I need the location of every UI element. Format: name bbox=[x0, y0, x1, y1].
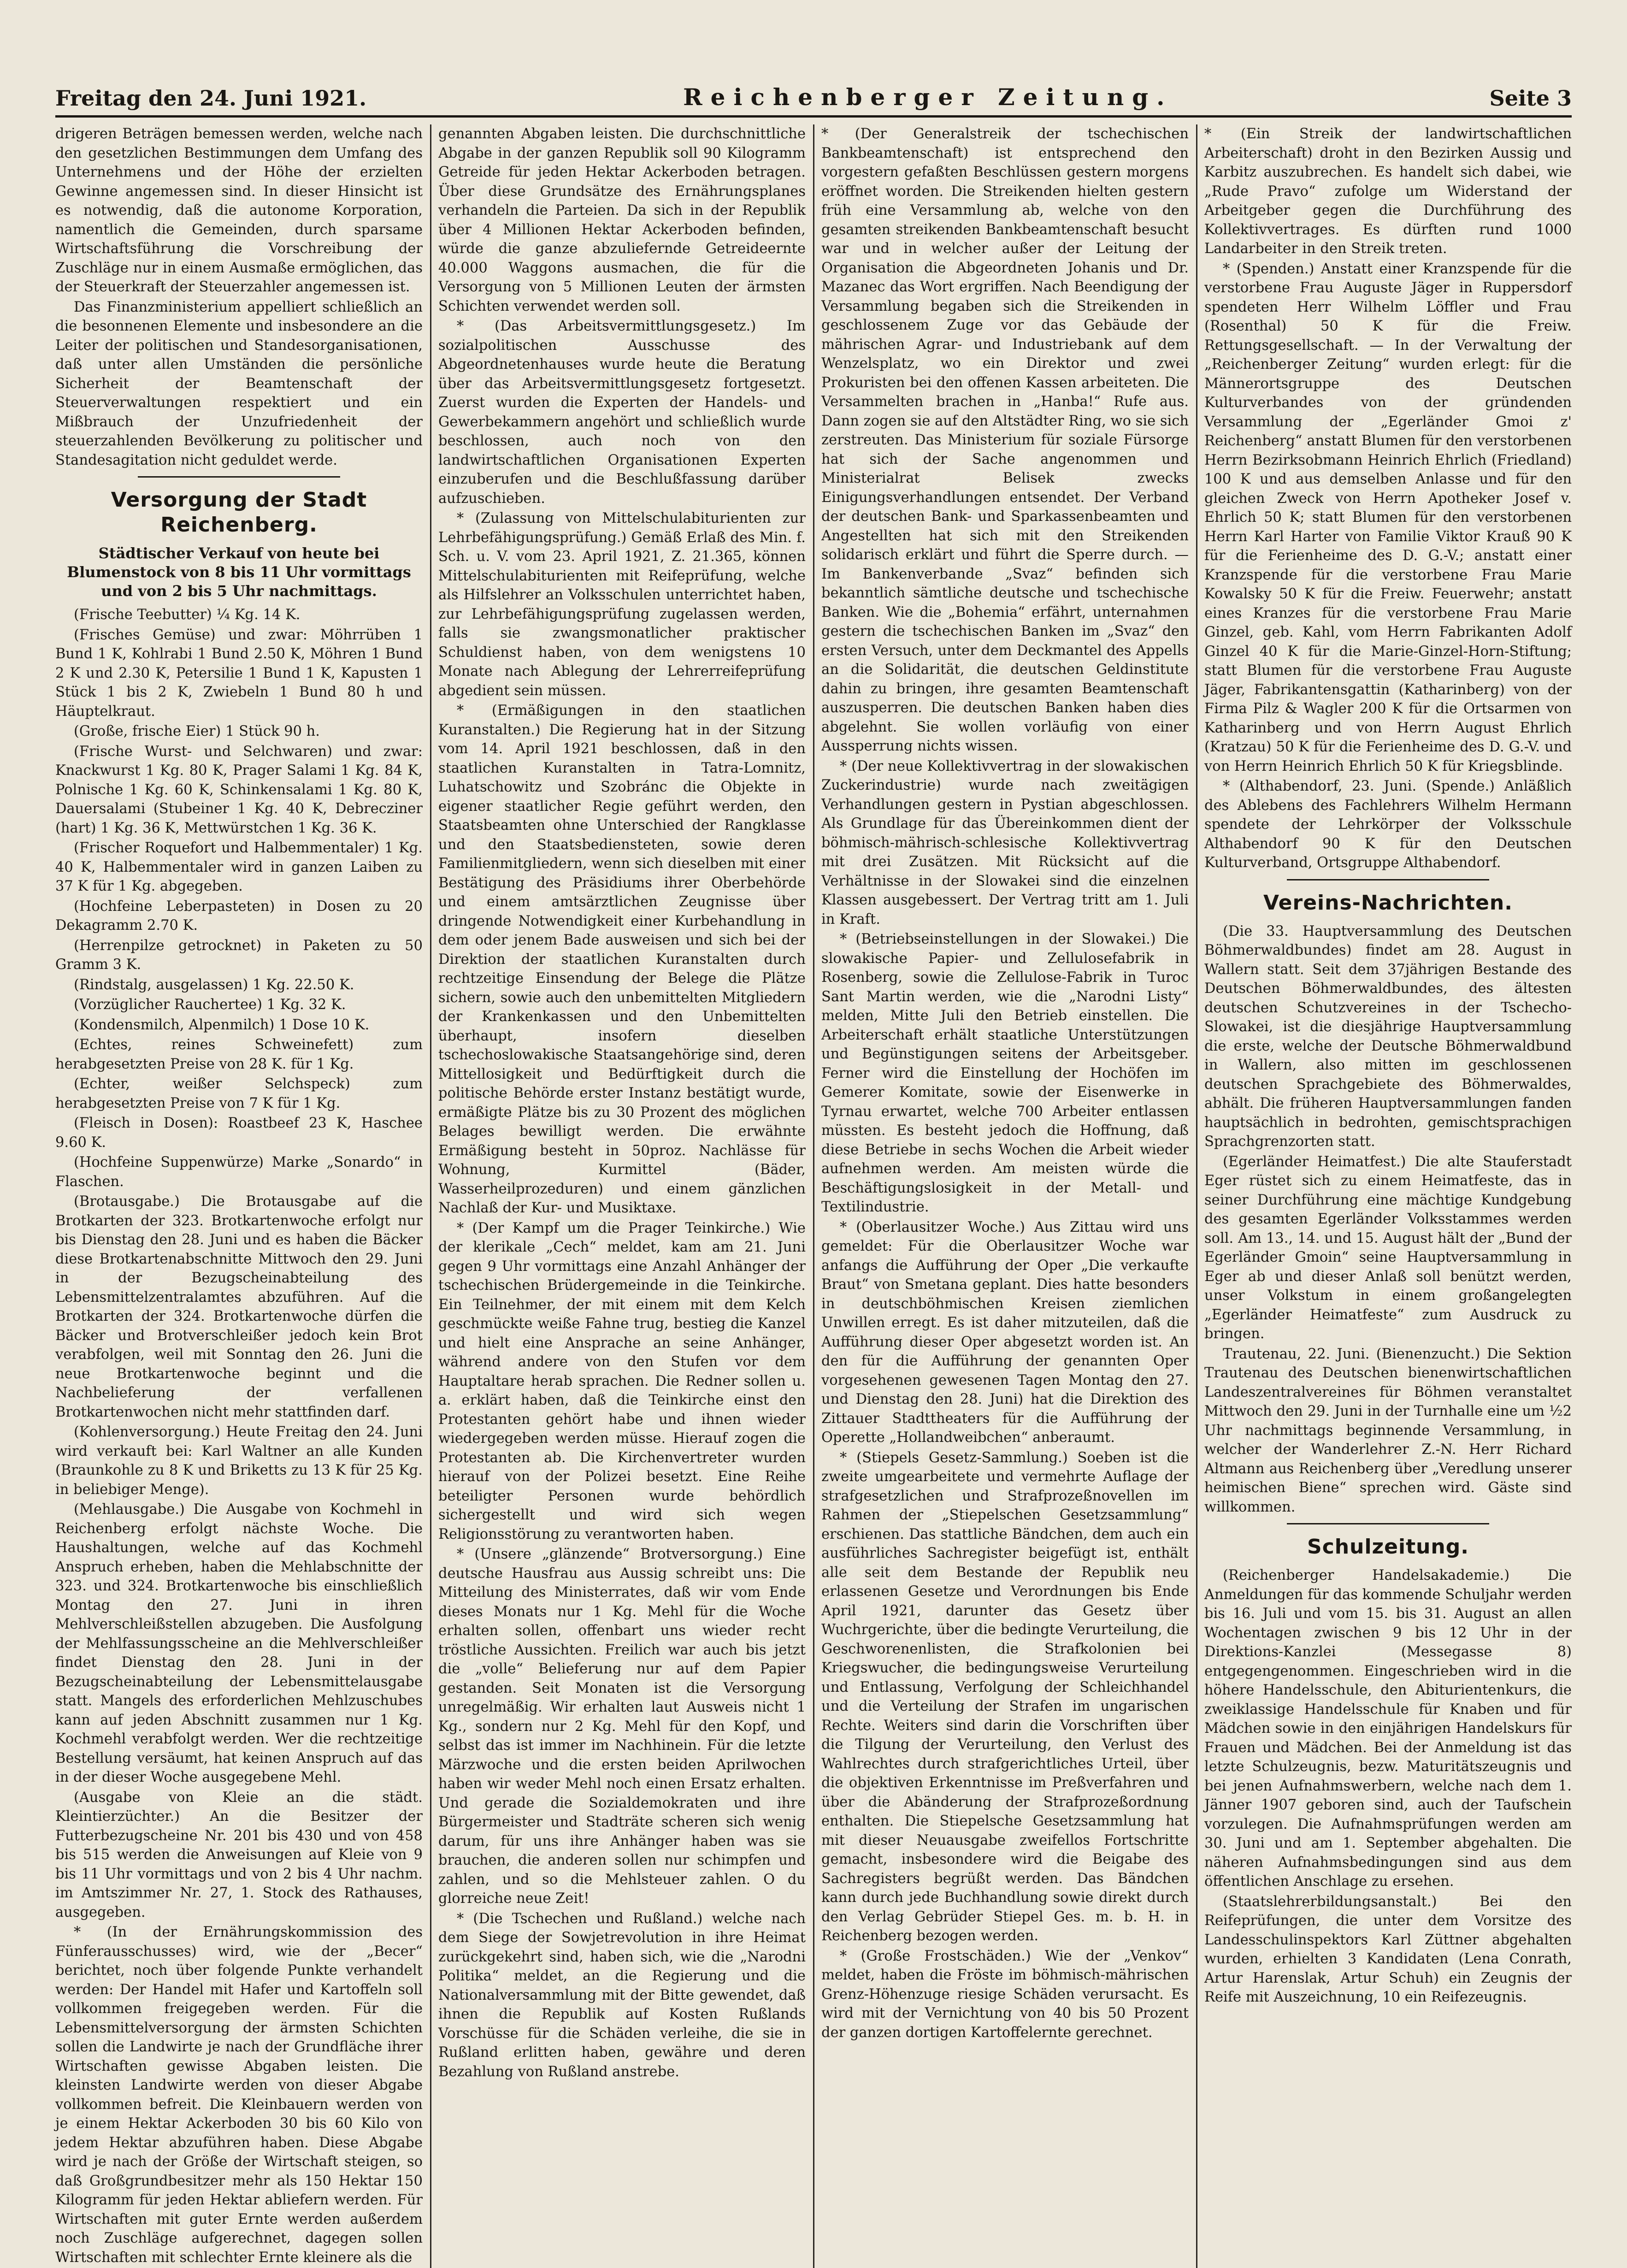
list-item: (Kondensmilch, Alpenmilch) 1 Dose 10 K. bbox=[74, 1016, 370, 1033]
list-item: (Rindstalg, ausgelassen) 1 Kg. 22.50 K. bbox=[74, 976, 354, 993]
article-lehrerbildungsanstalt: (Staatslehrerbildungsanstalt.) Bei den Reifeprüfungen, die unter dem Vorsitze des Landesschulinspektors Karl Züttner abgehalten wurden, erhielten 3 Kandidaten (Lena Conrath, Artur Harenslak, Artur Schuh) ein Zeugnis der Reife mit Auszeichnung, 10 ein Reifezeugnis. bbox=[1204, 1893, 1572, 2005]
list-item: (Herrenpilze getrocknet) in Paketen zu 50 Gramm 3 K. bbox=[55, 937, 423, 973]
masthead bbox=[55, 78, 1572, 111]
article-mehlausgabe: (Mehlausgabe.) Die Ausgabe von Kochmehl in Reichenberg erfolgt nächste Woche. Die Haushaltungen, welche auf das Kochmehl Anspruch erheben, haben die Mehlabschnitte der 323. und 324. Brotkartenwoche bis einschließlich Montag den 27. Juni in ihren Mehlverschleißstellen abzugeben. Die Ausfolgung der Mehlfassungsscheine an die Mehlverschleißer findet Dienstag den 28. Juni in der Bezugscheinabteilung der Lebensmittelausgabe statt. Mangels des erforderlichen Mehlzuschubes kann auf jeden Abschnitt zusammen nur 1 Kg. Kochmehl verabfolgt werden. Wer die rechtzeitige Bestellung versäumt, hat keinen Anspruch auf das in der dieser Woche ausgegebene Mehl. bbox=[55, 1501, 423, 1785]
article-althabendorf: * (Althabendorf, 23. Juni. (Spende.) Anläßlich des Ablebens des Fachlehrers Wilhelm Hermann spendete der Lehrkörper der Volksschule Althabendorf 90 K für den Deutschen Kulturverband, Ortsgruppe Althabendorf. bbox=[1204, 778, 1572, 871]
page-number: Seite 3 bbox=[1489, 86, 1572, 111]
article-ernaehrungskommission: * (In der Ernährungskommission des Fünferausschusses) wird, wie der „Becer“ berichtet, noch über folgende Punkte verhandelt werden: Der Handel mit Hafer und Kartoffeln soll vollkommen freigegeben werden. Für die Lebensmittelversorgung der ärmsten Schichten sollen die Landwirte je nach der Grundfläche ihrer Wirtschaften gewisse Abgaben leisten. Die kleinsten Landwirte werden von dieser Abgabe vollkommen befreit. Die Kleinbauern werden von je einem Hektar Ackerboden 30 bis 60 Kilo von jedem Hektar abzuführen haben. Diese Abgabe wird je nach der Größe der Wirtschaft steigen, so daß Großgrundbesitzer mehr als 150 Hektar 150 Kilogramm für jeden Hektar abliefern werden. Für Wirtschaften mit guter Ernte werden außerdem noch Zuschläge aufgerechnet, dagegen sollen Wirtschaften mit schlechter Ernte kleinere als die bbox=[55, 1924, 423, 2266]
section-divider bbox=[138, 476, 340, 478]
article-bankstreik: * (Der Generalstreik der tschechischen Bankbeamtenschaft) ist entsprechend den vorgestern gefaßten Beschlüssen gestern morgens eröffnet worden. Die Streikenden hielten gestern früh eine Versammlung ab, welche von den gesamten streikenden Bankbeamtenschaft besucht war und in welcher außer der Leitung der Organisation die Abgeordneten Johanis und Dr. Mazanec das Wort ergriffen. Nach Beendigung der Versammlung begaben sich die Streikenden in geschlossenem Zuge vor das Gebäude der mährischen Agrar- und Industriebank auf dem Wenzelsplatz, wo ein Direktor und zwei Prokuristen bei den offenen Kassen arbeiteten. Die Versammelten brachen in „Hanba!“ Rufe aus. Dann zogen sie auf den Altstädter Ring, wo sie sich zerstreuten. Das Ministerium für soziale Fürsorge hat sich der Sache angenommen und Ministerialrat Belisek zwecks Einigungsverhandlungen entsendet. Der Verband der deutschen Bank- und Sparkassenbeamten und Angestellten hat sich mit den Streikenden solidarisch erklärt und führt die Sperre durch. — Im Bankenverbande „Svaz“ befinden sich bekanntlich sämtliche deutsche und tschechische Banken. Wie die „Bohemia“ erfährt, unternahmen gestern die tschechischen Banken im „Svaz“ den ersten Versuch, unter dem Deckmantel des Appells an die Solidarität, die deutschen Geldinstitute dahin zu bringen, ihre gesamten Beamtenschaft auszusperren. Die deutschen Banken haben dies abgelehnt. Sie wollen vorläufig von einer Aussperrung nichts wissen. bbox=[821, 126, 1189, 754]
article-boehmerwaldbund: (Die 33. Hauptversammlung des Deutschen Böhmerwaldbundes) findet am 28. August in Wallern statt. Seit dem 37jährigen Bestande des Deutschen Böhmerwaldbundes, des ältesten deutschen Schutzvereines in der Tschecho-Slowakei, ist die diesjährige Hauptversammlung die erste, welche der Deutsche Böhmerwaldbund in Wallern, also mitten im geschlossenen deutschen Sprachgebiete des Böhmerwaldes, abhält. Die früheren Hauptversammlungen fanden hauptsächlich in bedrohten, gemischtsprachigen Sprachgrenzorten statt. bbox=[1204, 923, 1572, 1150]
article-mittelschulabiturienten: * (Zulassung von Mittelschulabiturienten zur Lehrbefähigungsprüfung.) Gemäß Erlaß des Min. f. Sch. u. V. vom 23. April 1921, Z. 21.365, können Mittelschulabiturienten mit Reifeprüfung, welche als Hilfslehrer an Volksschulen unterrichtet haben, zur Lehrbefähigungsprüfung zugelassen werden, falls sie zwangsmonatlicher praktischer Schuldienst haben, von dem wenigstens 10 Monate nach Ablegung der Lehrerreifeprüfung abgedient sein müssen. bbox=[438, 510, 806, 699]
section-heading-vereins-nachrichten: Vereins-Nachrichten. bbox=[1263, 891, 1513, 915]
article-arbeitsvermittlung: * (Das Arbeitsvermittlungsgesetz.) Im sozialpolitischen Ausschusse des Abgeordnetenhauses wurde heute die Beratung über das Arbeitsvermittlungsgesetz fortgesetzt. Zuerst wurden die Experten der Handels- und Gewerbekammern angehört und schließlich wurde beschlossen, auch noch von den landwirtschaftlichen Organisationen Experten einzuberufen und die Beschlußfassung darüber aufzuschieben. bbox=[438, 318, 806, 507]
article-betriebseinstellungen: * (Betriebseinstellungen in der Slowakei.) Die slowakische Papier- und Zellulosefabrik in Rosenberg, sowie die Zellulose-Fabrik in Turoc Sant Martin werden, wie die „Narodni Listy“ melden, Mitte Juli den Betrieb einstellen. Die Arbeiterschaft erhält staatliche Unterstützungen und Begünstigungen seitens der Arbeitsgeber. Ferner wird die Einstellung der Hochöfen im Gemerer Komitate, sowie der Eisenwerke in Tyrnau erwartet, welche 700 Arbeiter entlassen müssten. Es besteht jedoch die Hoffnung, daß diese Betriebe in sechs Wochen die Arbeit wieder aufnehmen werden. Am meisten würde die Beschäftigungslosigkeit in der Metall- und Textilindustrie. bbox=[821, 931, 1189, 1215]
list-item: (Frische Teebutter) ¼ Kg. 14 K. bbox=[74, 607, 301, 623]
article-kollektivvertrag: * (Der neue Kollektivvertrag in der slowakischen Zuckerindustrie) wurde nach zweitägigen Verhandlungen gestern in Pystian abgeschlossen. Als Grundlage für das Übereinkommen dient der böhmisch-mährisch-schlesische Kollektivvertrag mit drei Zusätzen. Mit Rücksicht auf die Verhältnisse in der Slowakei sind die einzelnen Klassen ausgebessert. Der Vertrag tritt am 1. Juli in Kraft. bbox=[821, 758, 1189, 927]
column-1 bbox=[55, 124, 423, 2268]
article-tschechen-russland: * (Die Tschechen und Rußland.) welche nach dem Siege der Sowjetrevolution in ihre Heimat zurückgekehrt sind, haben sich, wie die „Narodni Politika“ meldet, an die Regierung und die Nationalversammlung mit der Bitte gewendet, daß ihnen die Republik auf Kosten Rußlands Vorschüsse für die Schäden verleihe, die sie in Rußland erlitten haben, gewähre und deren Bezahlung von Rußland anstrebe. bbox=[438, 1910, 806, 2080]
list-item: (Echter, weißer Selchspeck) zum herabgesetzten Preise von 7 K für 1 Kg. bbox=[55, 1076, 423, 1111]
article-handelsakademie: (Reichenberger Handelsakademie.) Die Anmeldungen für das kommende Schuljahr werden bis 16. Juli und vom 15. bis 31. August an allen Wochentagen zwischen 9 bis 12 Uhr in der Direktions-Kanzlei (Messegasse 8) entgegengenommen. Eingeschrieben wird in die höhere Handelsschule, den Abiturientenkurs, die zweiklassige Handelsschule für Knaben und für Mädchen sowie in den einjährigen Handelskurs für Frauen und Mädchen. Bei der Anmeldung ist das letzte Schulzeugnis, bezw. Maturitätszeugnis und bei jenen Aufnahmswerbern, welche nach dem 1. Jänner 1907 geboren sind, auch der Taufschein vorzulegen. Die Aufnahmsprüfungen werden am 30. Juni und am 1. September abgehalten. Die näheren Aufnahmsbedingungen sind aus dem öffentlichen Anschlage zu ersehen. bbox=[1204, 1567, 1572, 1890]
list-item: (Echtes, reines Schweinefett) zum herabgesetzten Preise von 28 K. für 1 Kg. bbox=[55, 1037, 423, 1072]
column-2 bbox=[438, 124, 806, 2268]
section-heading-versorgung: Versorgung der Stadt Reichenberg. bbox=[111, 488, 367, 537]
article-bienenzucht: Trautenau, 22. Juni. (Bienenzucht.) Die Sektion Trautenau des Deutschen bienenwirtschaftlichen Landeszentralvereines für Böhmen veranstaltet Mittwoch den 29. Juni in der Turnhalle eine um ½2 Uhr nachmittags beginnende Versammlung, in welcher der Wanderlehrer Z.-N. Herr Richard Altmann aus Reichenberg über „Veredlung unserer heimischen Biene“ sprechen wird. Gäste sind willkommen. bbox=[1204, 1346, 1572, 1515]
issue-date: Freitag den 24. Juni 1921. bbox=[55, 86, 367, 111]
article-teinkirche: * (Der Kampf um die Prager Teinkirche.) Wie der klerikale „Cech“ meldet, kam am 21. Juni gegen 9 Uhr vormittags eine Anzahl Anhänger der tschechischen Brüdergemeinde in die Teinkirche. Ein Teilnehmer, der mit einem mit dem Kelch geschmückte weiße Fahne trug, bestieg die Kanzel und hielt eine Ansprache an seine Anhänger, während andere von den Stufen vor dem Hauptaltare herab sprachen. Die Redner sollen u. a. erklärt haben, daß die Teinkirche einst den Protestanten gehört habe und ihnen wieder wiedergegeben werden müsse. Hierauf zogen die Protestanten ab. Die Kirchenvertreter wurden hierauf von der Polizei besetzt. Eine Reihe beteiligter Personen wurde behördlich sichergestellt und wird sich wegen Religionsstörung zu verantworten haben. bbox=[438, 1220, 806, 1542]
page-columns bbox=[55, 124, 1572, 2266]
column-3 bbox=[821, 124, 1189, 2268]
list-item: (Hochfeine Leberpasteten) in Dosen zu 20 Dekagramm 2.70 K. bbox=[55, 898, 423, 933]
article-landarbeiterstreik: * (Ein Streik der landwirtschaftlichen Arbeiterschaft) droht in den Bezirken Aussig und Karbitz auszubrechen. Es handelt sich dabei, wie „Rude Pravo“ zufolge um Widerstand der Arbeitgeber gegen die Durchführung des Kollektivvertrages. Es dürften rund 1000 Landarbeiter in den Streik treten. bbox=[1204, 126, 1572, 257]
section-divider bbox=[1287, 1523, 1489, 1524]
section-heading-schulzeitung: Schulzeitung. bbox=[1307, 1535, 1469, 1559]
section-subheading-verkauf: Städtischer Verkauf von heute bei Blumenstock von 8 bis 11 Uhr vormittags und von 2 bis 5 Uhr nachmittags. bbox=[67, 544, 411, 600]
section-divider bbox=[1287, 879, 1489, 880]
article-brotausgabe: (Brotausgabe.) Die Brotausgabe auf die Brotkarten der 323. Brotkartenwoche erfolgt nur bis Dienstag den 28. Juni und es haben die Bäcker diese Brotkartenabschnitte Mittwoch den 29. Juni in der Bezugscheinabteilung des Lebensmittelzentralamtes abzuführen. Auf die Brotkarten der 324. Brotkartenwoche dürfen die Bäcker und Brotverschleißer jedoch kein Brot verabfolgen, weil mit Sonntag den 26. Juni die neue Brotkartenwoche beginnt und die Nachbelieferung der verfallenen Brotkartenwochen nicht mehr stattfinden darf. bbox=[55, 1193, 423, 1420]
newspaper-title: Reichenberger Zeitung. bbox=[683, 83, 1173, 111]
article-kleie: (Ausgabe von Kleie an die städt. Kleintierzüchter.) An die Besitzer der Futterbezugscheine Nr. 201 bis 430 und von 458 bis 515 werden die Anweisungen auf Kleie von 9 bis 11 Uhr vormittags und von 2 bis 4 Uhr nachm. im Amtszimmer Nr. 27, 1. Stock des Rathauses, ausgegeben. bbox=[55, 1789, 423, 1920]
article-spenden: * (Spenden.) Anstatt einer Kranzspende für die verstorbene Frau Auguste Jäger in Ruppersdorf spendeten Herr Wilhelm Löffler und Frau (Rosenthal) 50 K für die Freiw. Rettungsgesellschaft. — In der Verwaltung der „Reichenberger Zeitung“ wurden erlegt: für die Männerortsgruppe des Deutschen Kulturverbandes von der gründenden Versammlung der „Egerländer Gmoi z' Reichenberg“ anstatt Blumen für den verstorbenen Herrn Bezirksobmann Heinrich Ehrlich (Friedland) 100 K und aus demselben Anlasse und für den gleichen Zweck von Herrn Apotheker Josef v. Ehrlich 50 K; statt Blumen für den verstorbenen Herrn Karl Harter von Familie Viktor Krauß 90 K für die Ferienheime des D. G.-V.; anstatt einer Kranzspende für die verstorbene Frau Marie Kowalsky 50 K für die Freiw. Feuerwehr; anstatt eines Kranzes für die verstorbene Frau Marie Ginzel, geb. Kahl, vom Herrn Fabrikanten Adolf Ginzel 40 K für die Marie-Ginzel-Horn-Stiftung; statt Blumen für die verstorbene Frau Auguste Jäger, Fabrikantensgattin (Katharinberg) von der Firma Pilz & Wagler 200 K für die Ortsarmen von Katharinberg und von Herrn August Ehrlich (Kratzau) 50 K für die Ferienheime des D. G.-V. und von Herrn Heinrich Ehrlich 50 K für Kriegsblinde. bbox=[1204, 260, 1572, 774]
list-item: (Vorzüglicher Rauchertee) 1 Kg. 32 K. bbox=[74, 997, 346, 1013]
article-brotversorgung: * (Unsere „glänzende“ Brotversorgung.) Eine deutsche Hausfrau aus Aussig schreibt uns: Die Mitteilung des Ministerrates, daß wir vom Ende dieses Monats nur 1 Kg. Mehl für die Woche erhalten sollen, offenbart uns wieder recht tröstliche Aussichten. Freilich war auch bis jetzt die „volle“ Belieferung nur auf dem Papier gestanden. Seit Monaten ist die Versorgung unregelmäßig. Wir erhalten laut Ausweis nicht 1 Kg., sondern nur 2 Kg. Mehl für den Kopf, und selbst das ist immer im Nachhinein. Für die letzte Märzwoche und die ersten beiden Aprilwochen haben wir weder Mehl noch einen Ersatz erhalten. Und gerade die Sozialdemokraten und ihre Bürgermeister und Stadträte scheren sich wenig darum, für uns ihre Anhänger haben was sie brauchen, die anderen sollen nur schimpfen und zahlen, und so die Mehlsteuer zahlen. O du glorreiche neue Zeit! bbox=[438, 1546, 806, 1907]
article-kuranstalten: * (Ermäßigungen in den staatlichen Kuranstalten.) Die Regierung hat in der Sitzung vom 14. April 1921 beschlossen, daß in den staatlichen Kuranstalten in Tatra-Lomnitz, Luhatschowitz und Szobránc die Objekte in eigener staatlicher Regie geführt werden, den Staatsbeamten ohne Unterschied der Rangklasse und den Staatsbediensteten, sowie deren Familienmitgliedern, wenn sich dieselben mit einer Bestätigung des Präsidiums ihrer Oberbehörde und einem amtsärztlichen Zeugnisse über dringende Notwendigkeit einer Kurbehandlung in dem oder jenem Bade ausweisen und sich bei der Direktion der staatlichen Kuranstalten durch rechtzeitige Einsendung der Belege die Plätze sichern, sowie auch den unbemittelten Mitgliedern der Krankenkassen und den Unbemittelten überhaupt, insofern dieselben tschechoslowakische Staatsangehörige sind, deren Mittellosigkeit und Bedürftigkeit durch die politische Behörde erster Instanz bestätigt wurde, ermäßigte Plätze bis zu 30 Prozent des möglichen Belages bewilligt werden. Die erwähnte Ermäßigung besteht in 50proz. Nachlässe für Wohnung, Kurmittel (Bäder, Wasserheilprozeduren) und einem gänzlichen Nachlaß der Kur- und Musiktaxe. bbox=[438, 703, 806, 1216]
article-kohlenversorgung: (Kohlenversorgung.) Heute Freitag den 24. Juni wird verkauft bei: Karl Waltner an alle Kunden (Braunkohle zu 8 K und Briketts zu 13 K für 25 Kg. in beliebiger Menge). bbox=[55, 1424, 423, 1498]
article-finance-ministry: Das Finanzministerium appelliert schließlich an die besonnenen Elemente und insbesondere an die Leiter der politischen und Standesorganisationen, daß unter allen Umständen die persönliche Sicherheit der Beamtenschaft der Steuerverwaltungen respektiert und ein Mißbrauch der Unzufriedenheit der steuerzahlenden Bevölkerung zu politischer und Standesagitation nicht geduldet werde. bbox=[55, 299, 423, 468]
column-4 bbox=[1204, 124, 1572, 2268]
list-item: (Frisches Gemüse) und zwar: Möhrrüben 1 Bund 1 K, Kohlrabi 1 Bund 2.50 K, Möhren 1 Bund 2 K und 2.30 K, Petersilie 1 Bund 1 K, Kapusten 1 Stück 1 bis 2 K, Zwiebeln 1 Bund 80 h und Häuptelkraut. bbox=[55, 626, 423, 720]
list-item: (Hochfeine Suppenwürze) Marke „Sonardo“ in Flaschen. bbox=[55, 1154, 423, 1190]
list-item: (Fleisch in Dosen): Roastbeef 23 K, Haschee 9.60 K. bbox=[55, 1115, 423, 1151]
article-egerlaender-heimatfest: (Egerländer Heimatfest.) Die alte Stauferstadt Eger rüstet sich zu einem Heimatfeste, das in seiner Durchführung eine mächtige Kundgebung des gesamten Egerländer Volksstammes werden soll. Am 13., 14. und 15. August hält der „Bund der Egerländer Gmoin“ seine Hauptversammlung in Eger ab und dieser Anlaß soll benützt werden, unser Volkstum in einem großangelegten „Egerländer Heimatfeste“ zum Ausdruck zu bringen. bbox=[1204, 1153, 1572, 1342]
article-gesetz-sammlung: * (Stiepels Gesetz-Sammlung.) Soeben ist die zweite umgearbeitete und vermehrte Auflage der strafgesetzlichen und Strafprozeßnovellen im Rahmen der „Stiepelschen Gesetzsammlung“ erschienen. Das stattliche Bändchen, dem auch ein ausführliches Sachregister beigefügt ist, enthält alle seit dem Bestande der Republik neu erlassenen Gesetze und Verordnungen bis Ende April 1921, darunter das Gesetz über Wuchrgerichte, über die bedingte Verurteilung, die Geschworenenlisten, die Strafkolonien bei Kriegswucher, die bedingungsweise Verurteilung und Entlassung, Verfolgung der Schleichhandel und die Verteilung der Strafen im ungarischen Rechte. Weiters sind darin die Vorschriften über die Tilgung der Verurteilung, den Verlust des Wahlrechtes durch strafgerichtliches Urteil, über die objektiven Erkenntnisse im Preßverfahren und über die Abänderung der Strafprozeßordnung enthalten. Die Stiepelsche Gesetzsammlung hat mit dieser Neuausgabe zweifellos Fortschritte gemacht, insbesondere wird die Beigabe des Sachregisters begrüßt werden. Das Bändchen kann durch jede Buchhandlung sowie direkt durch den Verlag Gebrüder Stiepel Ges. m. b. H. in Reichenberg bezogen werden. bbox=[821, 1449, 1189, 1944]
article-tax-text: drigeren Beträgen bemessen werden, welche nach den gesetzlichen Bestimmungen dem Umfang des Unternehmens und der Höhe der erzielten Gewinne angemessen sind. In dieser Hinsicht ist es notwendig, daß die autonome Korporation, namentlich die Gemeinden, durch sparsame Wirtschaftsführung die Vorschreibung der Zuschläge nur in einem Ausmaße ermöglichen, das der Steuerkraft der Steuerzahler angemessen ist. bbox=[55, 126, 423, 295]
list-item: (Frische Wurst- und Selchwaren) und zwar: Knackwurst 1 Kg. 80 K, Prager Salami 1 Kg. 84 K, Polnische 1 Kg. 60 K, Schinkensalami 1 Kg. 80 K, Dauersalami (Stubeiner 1 Kg. 40 K, Debrecziner (hart) 1 Kg. 36 K, Mettwürstchen 1 Kg. 36 K. bbox=[55, 743, 423, 836]
list-item: (Große, frische Eier) 1 Stück 90 h. bbox=[74, 723, 320, 739]
article-abgaben: genannten Abgaben leisten. Die durchschnittliche Abgabe in der ganzen Republik soll 90 Kilogramm Getreide für jeden Hektar Ackerboden betragen. Über diese Grundsätze des Ernährungsplanes verhandeln die Parteien. Da sich in der Republik über 4 Millionen Hektar Ackerboden befinden, würde die ganze abzuliefernde Getreideernte 40.000 Waggons ausmachen, die für die Versorgung von 5 Millionen Leuten der ärmsten Schichten verwendet werden soll. bbox=[438, 126, 806, 314]
article-frostschaeden: * (Große Frostschäden.) Wie der „Venkov“ meldet, haben die Fröste im böhmisch-mährischen Grenz-Höhenzuge riesige Schäden verursacht. Es wird mit der Vernichtung von 40 bis 50 Prozent der ganzen dortigen Kartoffelernte gerechnet. bbox=[821, 1948, 1189, 2041]
list-item: (Frischer Roquefort und Halbemmentaler) 1 Kg. 40 K, Halbemmentaler wird in ganzen Laiben zu 37 K für 1 Kg. abgegeben. bbox=[55, 840, 423, 894]
article-oberlausitzer-woche: * (Oberlausitzer Woche.) Aus Zittau wird uns gemeldet: Für die Oberlausitzer Woche war anfangs die Aufführung der Oper „Die verkaufte Braut“ von Smetana geplant. Dies hatte besonders in deutschböhmischen Kreisen ziemlichen Unwillen erregt. Es ist daher mitzuteilen, daß die Aufführung dieser Oper abgesetzt worden ist. An den für die Aufführung der genannten Oper vorgesehenen gewesenen Tagen Montag den 27. und Dienstag den 28. Juni) hat die Direktion des Zittauer Stadttheaters für die Aufführung der Operette „Hollandweibchen“ anberaumt. bbox=[821, 1219, 1189, 1446]
masthead-rule bbox=[55, 115, 1572, 118]
